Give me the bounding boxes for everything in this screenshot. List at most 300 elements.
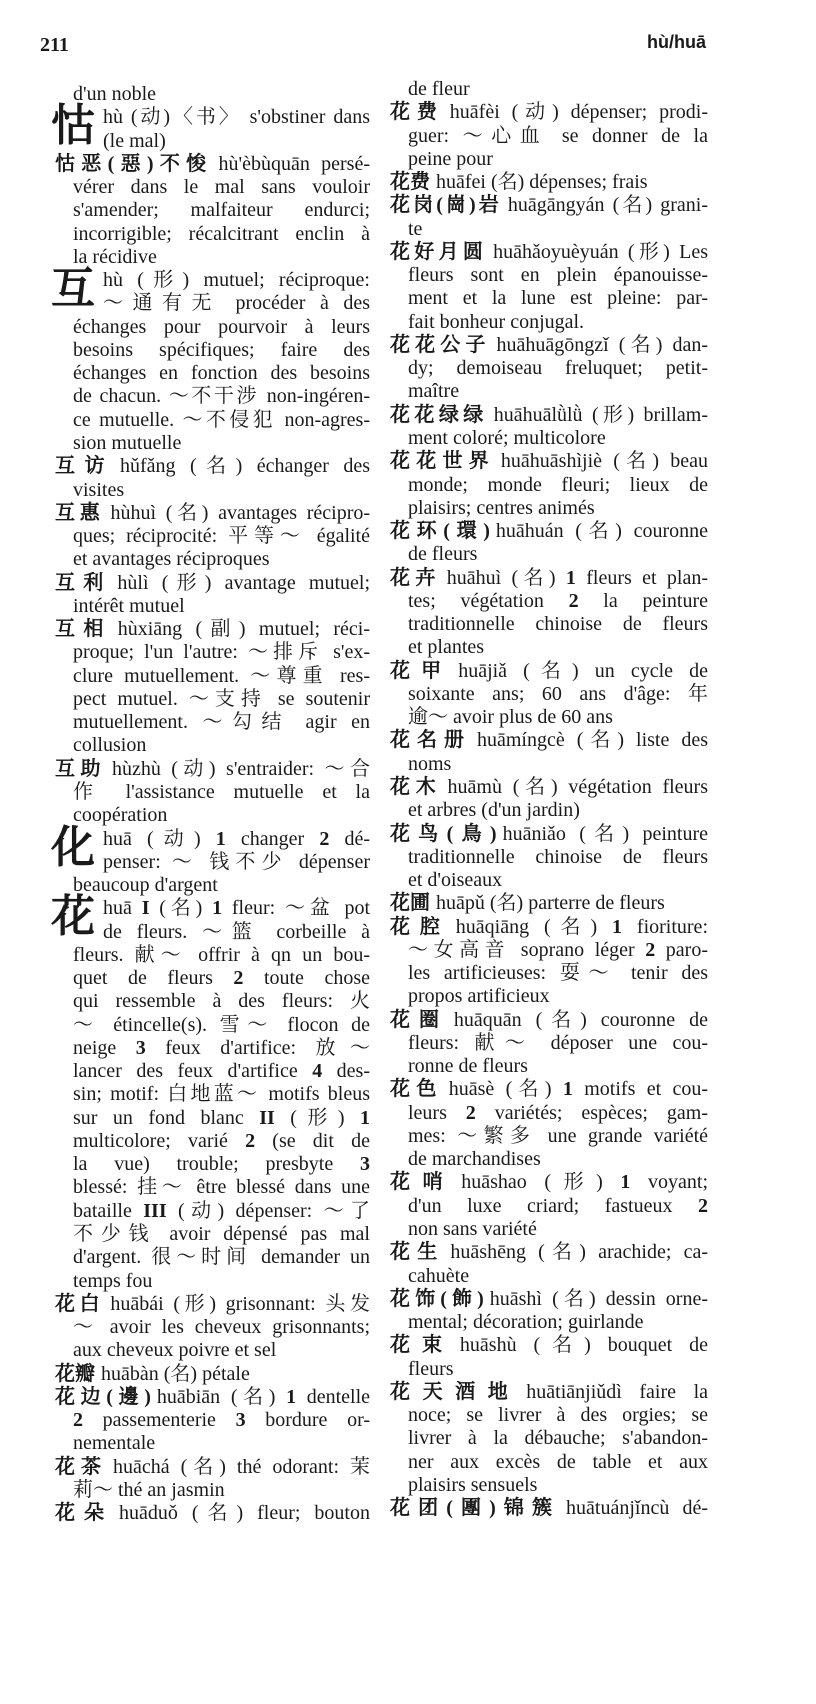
entry-text: sion mutuelle — [73, 431, 182, 454]
entry-text: besoins spécifiques; faire des — [73, 338, 370, 361]
entry-line — [55, 385, 370, 408]
entry-text: soixante ans; 60 ans d'âge: 年 — [408, 682, 708, 705]
entry-line — [390, 706, 708, 729]
entry-line — [390, 1497, 708, 1520]
entry-character: 化 — [51, 822, 95, 872]
entry-line — [55, 1014, 370, 1037]
entry-line — [390, 148, 708, 171]
entry-line — [390, 590, 708, 613]
headword: 花天酒地 — [390, 1380, 521, 1403]
dictionary-entry — [390, 1078, 708, 1171]
headword: 花哨 — [390, 1171, 456, 1194]
headword: 花环(環) — [390, 520, 490, 543]
entry-line — [55, 967, 370, 990]
entry-line — [55, 944, 370, 967]
entry-text: s'amender; malfaiteur endurci; — [73, 199, 370, 222]
headword: 互相 — [55, 618, 112, 641]
entry-line — [390, 1241, 708, 1264]
entry-text: temps fou — [73, 1269, 153, 1292]
dictionary-entry — [55, 1502, 370, 1525]
entry-text: propos artificieux — [408, 985, 550, 1008]
entry-line — [390, 753, 708, 776]
entry-line — [55, 665, 370, 688]
dictionary-entry — [390, 194, 708, 241]
headword: 花好月圆 — [390, 240, 488, 263]
entry-text: huāshēng (名) arachide; ca- — [450, 1241, 709, 1264]
entry-line — [390, 427, 708, 450]
headword: 花卉 — [390, 566, 441, 589]
entry-text: huāshao (形) 1 voyant; — [461, 1171, 709, 1194]
sense-number: 2 — [465, 1101, 476, 1124]
entry-line — [55, 1176, 370, 1199]
dictionary-entry — [55, 83, 370, 106]
right-column — [390, 78, 708, 1520]
headword: 花费 — [390, 101, 444, 124]
headword: 花边(邊) — [55, 1385, 151, 1408]
entry-text: cahuète — [408, 1264, 470, 1287]
entry-line — [390, 311, 708, 334]
page-number: 211 — [40, 34, 69, 56]
entry-text: maître — [408, 380, 460, 403]
entry-text: noms — [408, 752, 452, 775]
entry-text: huāchá (名) thé odorant: 茉 — [113, 1455, 370, 1478]
entry-line — [390, 1451, 708, 1474]
dictionary-entry — [55, 455, 370, 502]
entry-line — [55, 1339, 370, 1362]
left-column — [51, 83, 371, 1525]
entry-line — [55, 1270, 370, 1293]
entry-line — [55, 618, 370, 641]
entry-line — [55, 1060, 370, 1083]
guide-words: hù/huā — [647, 32, 706, 52]
entry-text: aux cheveux poivre et sel — [73, 1339, 277, 1362]
dictionary-entry — [51, 101, 370, 153]
entry-text: de fleur — [408, 78, 470, 100]
entry-line — [55, 734, 370, 757]
entry-line — [55, 828, 370, 851]
sense-number: 1 — [212, 897, 223, 920]
headword: 花木 — [390, 775, 442, 798]
entry-line — [390, 683, 708, 706]
entry-line — [390, 799, 708, 822]
entry-text: de marchandises — [408, 1148, 541, 1171]
entry-text: ment et la lune est pleine: par- — [408, 287, 708, 310]
entry-text: hùxiāng (副) mutuel; réci- — [117, 618, 370, 641]
entry-text: vérer dans le mal sans vouloir — [73, 176, 370, 199]
entry-text: bataille III (动) dépenser: ～了 — [73, 1199, 371, 1222]
entry-text: d'un luxe criard; fastueux 2 — [408, 1194, 708, 1217]
entry-line — [390, 380, 708, 403]
dictionary-entry — [390, 1381, 708, 1497]
entry-text: huāmíngcè (名) liste des — [476, 729, 708, 752]
entry-text: mes: ～繁多 une grande variété — [408, 1124, 708, 1147]
entry-line — [55, 479, 370, 502]
headword: 花名册 — [390, 729, 471, 752]
entry-line — [55, 1456, 370, 1479]
entry-text: nementale — [73, 1432, 156, 1455]
entry-text: huāhuì (名) 1 fleurs et plan- — [446, 566, 708, 589]
entry-text: te — [408, 217, 423, 240]
entry-text: huābàn (名) pétale — [101, 1362, 250, 1385]
dictionary-entry — [390, 1497, 708, 1520]
entry-text: blessé: 挂～ être blessé dans une — [73, 1176, 370, 1199]
entry-text: de fleurs — [408, 543, 478, 566]
entry-text: dy; demoiseau freluquet; petit- — [408, 357, 708, 380]
entry-text: huātiānjiǔdì faire la — [526, 1380, 708, 1403]
entry-text: et plantes — [408, 636, 485, 659]
entry-text: mental; décoration; guirlande — [408, 1311, 644, 1334]
entry-text: huāhuán (名) couronne — [495, 520, 708, 543]
entry-line — [55, 781, 370, 804]
dictionary-entry — [390, 450, 708, 520]
sense-number: III — [143, 1199, 167, 1222]
entry-text: traditionnelle chinoise de fleurs — [408, 613, 708, 636]
sense-number: 2 — [698, 1194, 708, 1217]
headword: 花白 — [55, 1292, 105, 1315]
headword: 花花世界 — [390, 450, 495, 473]
entry-line — [55, 641, 370, 664]
entry-line — [390, 334, 708, 357]
entry-text: hù (形) mutuel; réciproque: — [103, 269, 370, 292]
entry-line — [55, 176, 370, 199]
entry-text: huāhuālǜlǜ (形) brillam- — [493, 403, 708, 426]
entry-text: ques; réciprocité: 平等～ égalité — [73, 525, 370, 548]
entry-line — [55, 990, 370, 1013]
entry-text: traditionnelle chinoise de fleurs — [408, 845, 708, 868]
entry-line — [390, 985, 708, 1008]
entry-line — [390, 823, 708, 846]
headword: 花费 — [390, 171, 430, 194]
entry-text: hǔfǎng (名) échanger des — [119, 455, 371, 478]
entry-line — [55, 269, 370, 292]
entry-text: hù (动)〈书〉 s'obstiner dans — [103, 106, 370, 129]
entry-text: 莉～ thé an jasmin — [73, 1478, 225, 1501]
entry-line — [55, 921, 370, 944]
entry-line — [55, 525, 370, 548]
entry-line — [55, 153, 370, 176]
entry-line — [55, 362, 370, 385]
entry-text: monde; monde fleuri; lieux de — [408, 473, 708, 496]
entry-line — [390, 543, 708, 566]
entry-text: 逾～ avoir plus de 60 ans — [408, 706, 613, 729]
entry-line — [55, 1363, 370, 1386]
entry-line — [390, 171, 708, 194]
entry-text: beaucoup d'argent — [73, 874, 218, 897]
entry-line — [55, 1293, 370, 1316]
headword: 花圈 — [390, 1008, 448, 1031]
headword: 怙恶(惡)不悛 — [55, 152, 213, 175]
entry-line — [390, 1427, 708, 1450]
entry-text: ce mutuelle. ～不侵犯 non-agres- — [73, 408, 370, 431]
entry-line — [390, 939, 708, 962]
entry-text: ment coloré; multicolore — [408, 426, 606, 449]
entry-line — [390, 450, 708, 473]
sense-number: 3 — [235, 1409, 246, 1432]
dictionary-entry — [390, 1009, 708, 1079]
entry-line — [390, 1358, 708, 1381]
entry-line — [390, 357, 708, 380]
dictionary-entry — [390, 520, 708, 567]
entry-text: leurs 2 variétés; espèces; gam- — [408, 1101, 708, 1124]
entry-text: ～ avoir les cheveux grisonnants; — [73, 1316, 370, 1339]
entry-text: huāgāngyán (名) grani- — [507, 194, 708, 217]
entry-line — [55, 432, 370, 455]
entry-text: fleurs: 献～ déposer une cou- — [408, 1031, 708, 1054]
entry-text: visites — [73, 478, 125, 501]
entry-line — [55, 1130, 370, 1153]
entry-line — [55, 851, 370, 874]
entry-line — [390, 1125, 708, 1148]
entry-line — [55, 688, 370, 711]
headword: 花岗(崗)岩 — [390, 194, 502, 217]
sense-number: 1 — [612, 915, 623, 938]
headword: 花瓣 — [55, 1362, 95, 1385]
entry-character: 怙 — [51, 101, 95, 151]
entry-line — [390, 776, 708, 799]
entry-line — [55, 455, 370, 478]
entry-text: d'un noble — [73, 83, 157, 105]
dictionary-entry — [51, 892, 371, 1293]
entry-line — [390, 78, 708, 101]
dictionary-entry — [390, 660, 708, 730]
entry-text: guer: ～心血 se donner de la — [408, 124, 708, 147]
sense-number: 1 — [565, 566, 576, 589]
dictionary-entry — [55, 758, 370, 828]
entry-line — [55, 106, 370, 129]
entry-text: (le mal) — [103, 129, 166, 152]
entry-line — [55, 409, 370, 432]
dictionary-entry — [51, 822, 371, 898]
entry-text: huāqiāng (名) 1 fioriture: — [455, 915, 708, 938]
entry-text: intérêt mutuel — [73, 594, 185, 617]
entry-text: huā (动) 1 changer 2 dé- — [103, 827, 371, 850]
entry-line — [390, 1334, 708, 1357]
entry-line — [55, 83, 370, 106]
entry-text: huāhǎoyuèyuán (形) Les — [493, 240, 708, 263]
entry-text: huāduǒ (名) fleur; bouton — [118, 1502, 370, 1525]
entry-text: pect mutuel. ～支持 se soutenir — [73, 687, 370, 710]
dictionary-entry — [390, 823, 708, 893]
dictionary-entry — [390, 241, 708, 334]
entry-line — [390, 1102, 708, 1125]
dictionary-entry — [55, 572, 370, 619]
headword: 互访 — [55, 455, 114, 478]
entry-line — [390, 962, 708, 985]
sense-number: 1 — [620, 1171, 631, 1194]
entry-text: ronne de fleurs — [408, 1055, 528, 1078]
entry-line — [390, 520, 708, 543]
dictionary-entry — [390, 101, 708, 171]
entry-line — [55, 548, 370, 571]
entry-line — [55, 711, 370, 734]
entry-text: livrer à la débauche; s'abandon- — [408, 1427, 708, 1450]
entry-text: échanges pour pourvoir à leurs — [73, 315, 370, 338]
dictionary-entry — [51, 264, 370, 455]
entry-line — [390, 660, 708, 683]
entry-line — [390, 264, 708, 287]
sense-number: II — [259, 1106, 275, 1129]
sense-number: 3 — [360, 1153, 370, 1176]
headword: 花甲 — [390, 659, 453, 682]
entry-text: et avantages réciproques — [73, 548, 270, 571]
entry-text: hùlì (形) avantage mutuel; — [117, 571, 371, 594]
entry-line — [55, 339, 370, 362]
sense-number: 1 — [215, 827, 226, 850]
entry-line — [390, 1195, 708, 1218]
sense-number: 1 — [562, 1078, 573, 1101]
entry-line — [55, 1153, 370, 1176]
entry-line — [55, 1432, 370, 1455]
sense-number: 2 — [319, 827, 330, 850]
headword: 花花绿绿 — [390, 403, 488, 426]
entry-text: huāmù (名) végétation fleurs — [447, 775, 709, 798]
entry-line — [55, 502, 370, 525]
entry-text: échanges en fonction des besoins — [73, 362, 370, 385]
headword: 花鸟(鳥) — [390, 822, 497, 845]
entry-line — [55, 758, 370, 781]
entry-text: huābái (形) grisonnant: 头发 — [110, 1292, 370, 1315]
dictionary-entry — [390, 1171, 708, 1241]
dictionary-entry — [55, 1386, 370, 1456]
entry-character: 互 — [51, 264, 95, 314]
headword: 花圃 — [390, 892, 430, 915]
entry-text: collusion — [73, 734, 147, 757]
entry-line — [390, 1032, 708, 1055]
entry-line — [55, 1386, 370, 1409]
headword: 花花公子 — [390, 333, 491, 356]
entry-text: huāfei (名) dépenses; frais — [436, 171, 648, 194]
dictionary-entry — [390, 776, 708, 823]
entry-text: lancer des feux d'artifice 4 des- — [73, 1060, 370, 1083]
entry-line — [390, 1148, 708, 1171]
entry-line — [55, 1200, 370, 1223]
dictionary-entry — [55, 502, 370, 572]
entry-line — [55, 130, 370, 153]
dictionary-entry — [390, 1288, 708, 1335]
entry-line — [55, 1037, 370, 1060]
headword: 花饰(飾) — [390, 1287, 484, 1310]
entry-text: 不少钱 avoir dépensé pas mal — [73, 1223, 370, 1246]
entry-line — [390, 567, 708, 590]
dictionary-entry — [55, 153, 370, 269]
entry-line — [390, 287, 708, 310]
headword: 花色 — [390, 1078, 443, 1101]
entry-line — [55, 595, 370, 618]
entry-line — [390, 636, 708, 659]
dictionary-entry — [390, 1241, 708, 1288]
entry-text: de fleurs. ～篮 corbeille à — [103, 920, 370, 943]
entry-text: d'argent. 很～时间 demander un — [73, 1246, 370, 1269]
entry-text: proque; l'un l'autre: ～排斥 s'ex- — [73, 641, 370, 664]
entry-text: penser: ～ 钱不少 dépenser — [103, 850, 370, 873]
entry-line — [55, 223, 370, 246]
dictionary-entry — [390, 729, 708, 776]
dictionary-entry — [390, 334, 708, 404]
entry-line — [390, 1171, 708, 1194]
entry-line — [55, 246, 370, 269]
entry-text: huā I (名) 1 fleur: ～盆 pot — [103, 897, 371, 920]
sense-number: 1 — [286, 1385, 297, 1408]
entry-line — [390, 497, 708, 520]
entry-text: fleurs — [408, 1357, 454, 1380]
entry-text: hùhuì (名) avantages récipro- — [110, 501, 371, 524]
sense-number: 2 — [645, 938, 656, 961]
entry-text: 2 passementerie 3 bordure or- — [73, 1409, 370, 1432]
entry-line — [55, 572, 370, 595]
entry-line — [55, 1246, 370, 1269]
entry-text: multicolore; varié 2 (se dit de — [73, 1129, 370, 1152]
dictionary-entry — [55, 1363, 370, 1386]
entry-text: huāshì (名) dessin orne- — [489, 1287, 709, 1310]
headword: 花束 — [390, 1334, 454, 1357]
sense-number: I — [141, 897, 150, 920]
entry-line — [390, 1265, 708, 1288]
entry-text: huāfèi (动) dépenser; prodi- — [449, 101, 708, 124]
entry-line — [390, 613, 708, 636]
entry-line — [390, 1474, 708, 1497]
entry-text: huāquān (名) couronne de — [453, 1008, 709, 1031]
entry-text: fleurs. 献～ offrir à qn un bou- — [73, 943, 370, 966]
entry-text: neige 3 feux d'artifice: 放～ — [73, 1036, 371, 1059]
entry-line — [55, 874, 370, 897]
entry-text: sur un fond blanc II (形) 1 — [73, 1106, 370, 1129]
entry-text: huāshù (名) bouquet de — [459, 1334, 709, 1357]
entry-character: 花 — [51, 892, 95, 942]
entry-text: clure mutuellement. ～尊重 res- — [73, 664, 370, 687]
entry-text: plaisirs sensuels — [408, 1473, 538, 1496]
entry-line — [55, 897, 370, 920]
entry-text: fait bonheur conjugal. — [408, 310, 585, 333]
entry-line — [390, 101, 708, 124]
entry-line — [55, 1223, 370, 1246]
sense-number: 3 — [135, 1036, 146, 1059]
entry-line — [55, 292, 370, 315]
entry-line — [390, 1288, 708, 1311]
headword: 互惠 — [55, 501, 105, 524]
entry-text: les artificieuses: 耍～ tenir des — [408, 962, 708, 985]
entry-text: plaisirs; centres animés — [408, 496, 595, 519]
entry-line — [390, 1009, 708, 1032]
sense-number: 2 — [245, 1129, 256, 1152]
sense-number: 2 — [233, 967, 244, 990]
entry-text: et arbres (d'un jardin) — [408, 799, 580, 822]
headword: 花朵 — [55, 1502, 113, 1525]
entry-text: incorrigible; récalcitrant enclin à — [73, 222, 370, 245]
entry-text: de chacun. ～不干涉 non-ingéren- — [73, 385, 370, 408]
entry-line — [55, 1479, 370, 1502]
entry-text: coopération — [73, 804, 168, 827]
entry-line — [390, 474, 708, 497]
sense-number: 1 — [359, 1106, 370, 1129]
entry-text: huābiān (名) 1 dentelle — [156, 1385, 370, 1408]
headword: 花生 — [390, 1241, 445, 1264]
entry-text: huājiǎ (名) un cycle de — [458, 659, 708, 682]
sense-number: 4 — [312, 1060, 323, 1083]
dictionary-entry — [55, 618, 370, 758]
entry-text: 作 l'assistance mutuelle et la — [73, 780, 370, 803]
entry-text: huāniǎo (名) peinture — [502, 822, 708, 845]
entry-text: huāhuāgōngzǐ (名) dan- — [496, 333, 709, 356]
entry-text: non sans variété — [408, 1218, 537, 1241]
entry-line — [390, 729, 708, 752]
entry-line — [55, 804, 370, 827]
entry-line — [390, 218, 708, 241]
entry-line — [390, 869, 708, 892]
entry-line — [55, 1502, 370, 1525]
entry-line — [390, 1078, 708, 1101]
entry-text: qui ressemble à des fleurs: 火 — [73, 990, 370, 1013]
entry-line — [55, 199, 370, 222]
